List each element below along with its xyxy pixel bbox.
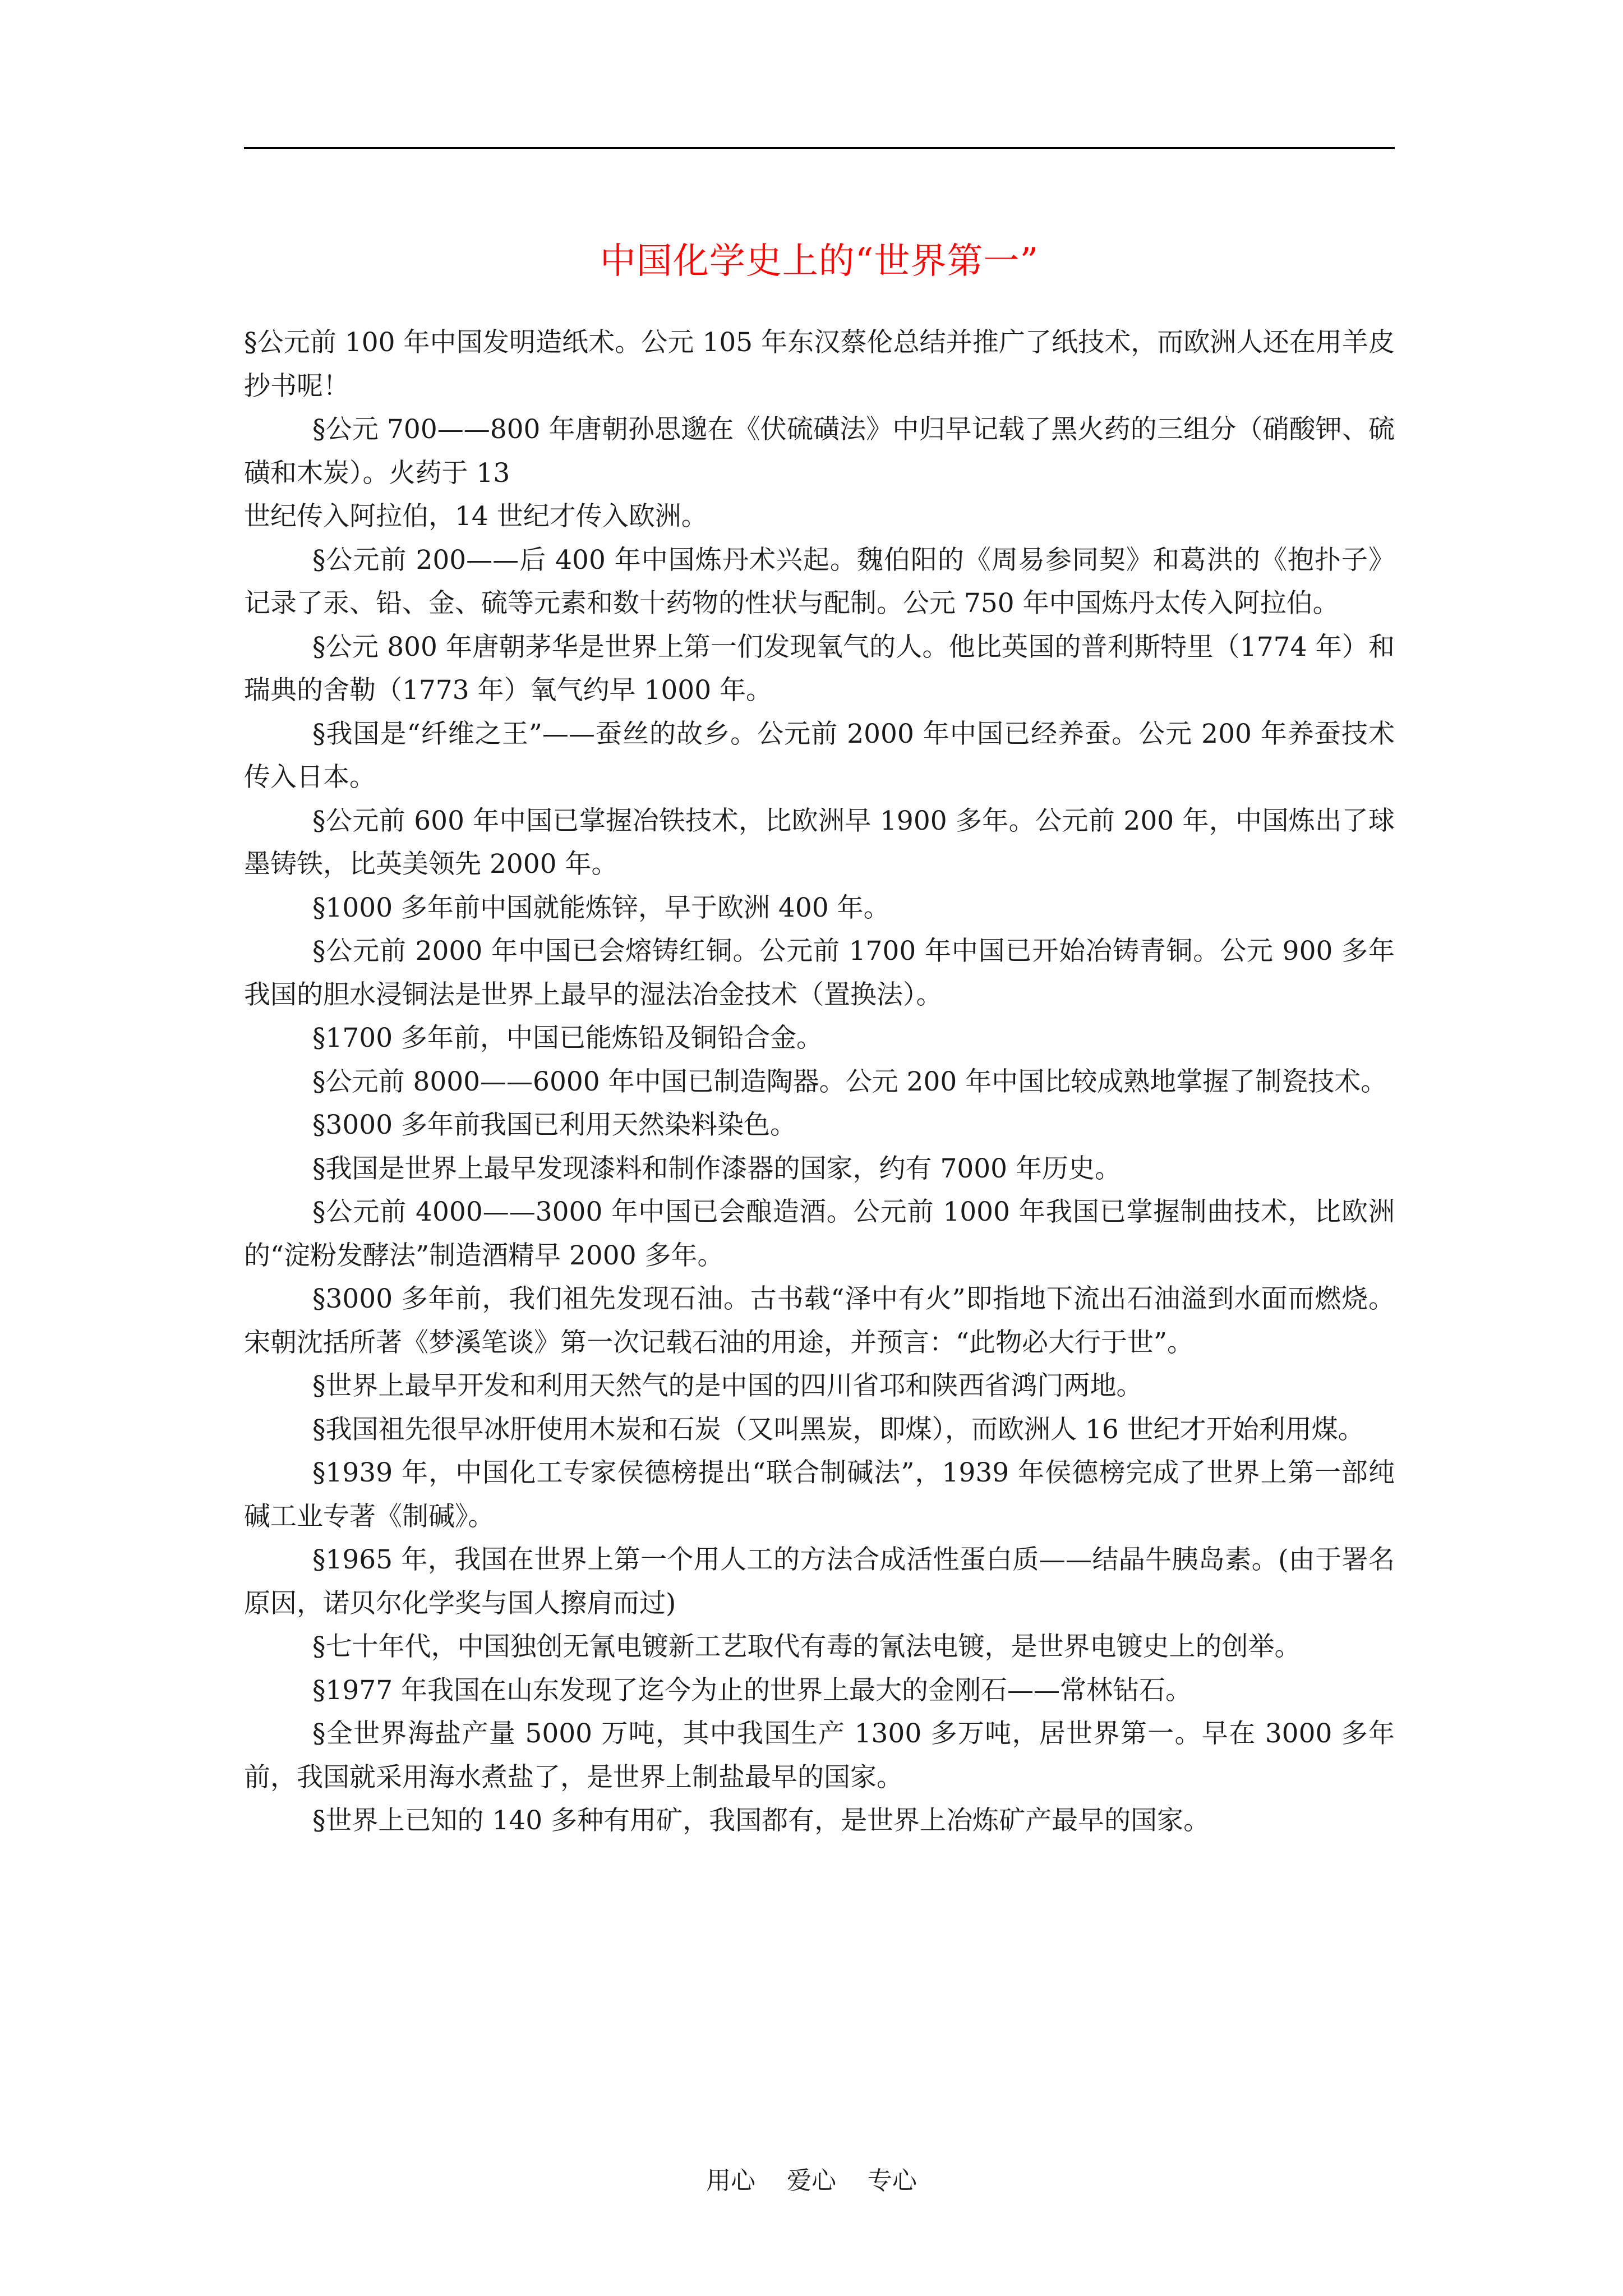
paragraph-diamond-text: §1977 年我国在山东发现了迄今为止的世界上最大的金刚石——常林钻石。: [312, 1674, 1192, 1706]
paragraph-insulin: [244, 1538, 1395, 1625]
paragraph-petroleum: [244, 1277, 1395, 1364]
header-rule: [244, 147, 1395, 149]
paragraph-coal: [244, 1408, 1395, 1452]
paragraph-alchemy: [244, 539, 1395, 625]
document-body: [244, 321, 1395, 1843]
paragraph-papermaking-text: §公元前 100 年中国发明造纸术。公元 105 年东汉蔡伦总结并推广了纸技术，而欧洲人还在用羊皮抄书呢！: [244, 327, 1395, 402]
paragraph-papermaking: [244, 321, 1395, 408]
paragraph-insulin-text: §1965 年，我国在世界上第一个用人工的方法合成活性蛋白质——结晶牛胰岛素。(由于署名原因，诺贝尔化学奖与国人擦肩而过): [244, 1544, 1395, 1619]
paragraph-iron: [244, 799, 1395, 886]
paragraph-soda-text: §1939 年，中国化工专家侯德榜提出“联合制碱法”，1939 年侯德榜完成了世界上第一部纯碱工业专著《制碱》。: [244, 1457, 1395, 1532]
paragraph-oxygen: [244, 625, 1395, 712]
paragraph-gunpowder-text: §公元 700——800 年唐朝孙思邈在《伏硫磺法》中归早记载了黑火药的三组分（硝酸钾、硫磺和木炭）。火药于 13: [244, 414, 1395, 489]
paragraph-minerals: [244, 1799, 1395, 1843]
paragraph-alchemy-text: §公元前 200——后 400 年中国炼丹术兴起。魏伯阳的《周易参同契》和葛洪的《抱扑子》记录了汞、铅、金、硫等元素和数十药物的性状与配制。公元 750 年中国炼丹太传入阿拉伯。: [244, 544, 1395, 619]
paragraph-coal-text: §我国祖先很早冰肝使用木炭和石炭（又叫黑炭，即煤），而欧洲人 16 世纪才开始利用煤。: [312, 1414, 1364, 1445]
paragraph-zinc-text: §1000 多年前中国就能炼锌，早于欧洲 400 年。: [312, 892, 890, 923]
paragraph-electroplating-text: §七十年代，中国独创无氰电镀新工艺取代有毒的氰法电镀，是世界电镀史上的创举。: [312, 1631, 1301, 1662]
paragraph-silk: [244, 712, 1395, 799]
document-title: 中国化学史上的“世界第一”: [600, 240, 1039, 282]
paragraph-diamond: [244, 1669, 1395, 1713]
paragraph-lacquer: [244, 1147, 1395, 1191]
paragraph-natural-gas: [244, 1364, 1395, 1408]
paragraph-ceramics: [244, 1060, 1395, 1104]
paragraph-lead-text: §1700 多年前，中国已能炼铅及铜铅合金。: [312, 1023, 823, 1053]
paragraph-brewing: [244, 1190, 1395, 1277]
paragraph-iron-text: §公元前 600 年中国已掌握冶铁技术，比欧洲早 1900 多年。公元前 200 年，中国炼出了球墨铸铁，比英美领先 2000 年。: [244, 805, 1395, 880]
paragraph-silk-text: §我国是“纤维之王”——蚕丝的故乡。公元前 2000 年中国已经养蚕。公元 200 年养蚕技术传入日本。: [244, 718, 1395, 793]
paragraph-sea-salt-text: §全世界海盐产量 5000 万吨，其中我国生产 1300 多万吨，居世界第一。早在 3000 多年前，我国就采用海水煮盐了，是世界上制盐最早的国家。: [244, 1718, 1395, 1793]
paragraph-gunpowder-continued: [244, 495, 1395, 539]
paragraph-dyes-text: §3000 多年前我国已利用天然染料染色。: [312, 1110, 797, 1140]
paragraph-gunpowder: [244, 408, 1395, 495]
paragraph-copper-text: §公元前 2000 年中国已会熔铸红铜。公元前 1700 年中国已开始冶铸青铜。公元 900 多年我国的胆水浸铜法是世界上最早的湿法冶金技术（置换法）。: [244, 936, 1395, 1010]
paragraph-lacquer-text: §我国是世界上最早发现漆料和制作漆器的国家，约有 7000 年历史。: [312, 1153, 1121, 1184]
paragraph-minerals-text: §世界上已知的 140 多种有用矿，我国都有，是世界上冶炼矿产最早的国家。: [312, 1805, 1210, 1836]
paragraph-copper: [244, 930, 1395, 1016]
page-footer: 用心 爱心 专心: [706, 2166, 917, 2195]
paragraph-brewing-text: §公元前 4000——3000 年中国已会酿造酒。公元前 1000 年我国已掌握制曲技术，比欧洲的“淀粉发酵法”制造酒精早 2000 多年。: [244, 1197, 1395, 1271]
paragraph-electroplating: [244, 1625, 1395, 1669]
paragraph-natural-gas-text: §世界上最早开发和利用天然气的是中国的四川省邛和陕西省鸿门两地。: [312, 1370, 1143, 1401]
paragraph-oxygen-text: §公元 800 年唐朝茅华是世界上第一们发现氧气的人。他比英国的普利斯特里（1774 年）和瑞典的舍勒（1773 年）氧气约早 1000 年。: [244, 631, 1395, 706]
paragraph-zinc: [244, 886, 1395, 930]
paragraph-dyes: [244, 1103, 1395, 1147]
paragraph-lead: [244, 1016, 1395, 1060]
paragraph-sea-salt: [244, 1712, 1395, 1799]
paragraph-gunpowder-continued-text: 世纪传入阿拉伯，14 世纪才传入欧洲。: [244, 501, 708, 532]
paragraph-soda: [244, 1451, 1395, 1538]
paragraph-ceramics-text: §公元前 8000——6000 年中国已制造陶器。公元 200 年中国比较成熟地掌握了制瓷技术。: [312, 1066, 1387, 1097]
paragraph-petroleum-text: §3000 多年前，我们祖先发现石油。古书载“泽中有火”即指地下流出石油溢到水面而燃烧。宋朝沈括所著《梦溪笔谈》第一次记载石油的用途，并预言：“此物必大行于世”。: [244, 1283, 1395, 1358]
